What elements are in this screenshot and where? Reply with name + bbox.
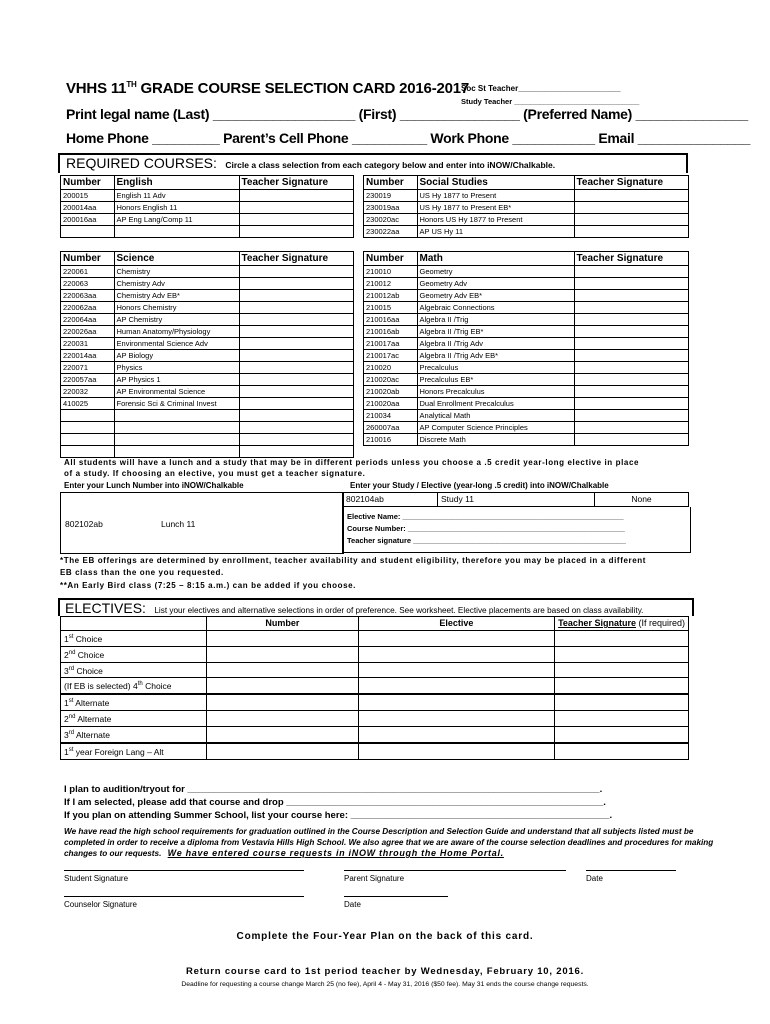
table-row[interactable] <box>61 266 354 278</box>
course-name[interactable]: Human Anatomy/Physiology <box>114 326 239 338</box>
table-row[interactable] <box>364 350 689 362</box>
course-number[interactable]: 210012 <box>364 278 418 290</box>
column-header: Number <box>61 252 115 266</box>
elective-signature-cell[interactable] <box>555 743 689 759</box>
table-cell: Study 11 <box>438 493 595 507</box>
teacher-signature-cell[interactable] <box>239 362 353 374</box>
elective-label: 1st Alternate <box>61 694 207 710</box>
phones-line[interactable]: Home Phone _________ Parent’s Cell Phone __________ Work Phone ___________ Email _______________ <box>66 130 751 146</box>
course-number[interactable]: 210034 <box>364 410 418 422</box>
elective-number-cell[interactable] <box>207 743 359 759</box>
student-signature-label: Student Signature <box>64 874 129 883</box>
table-row[interactable] <box>364 290 689 302</box>
electives-heading: ELECTIVES: <box>65 600 146 616</box>
elective-name-cell[interactable] <box>358 662 554 678</box>
lunch-study-note-1: All students will have a lunch and a study that may be in different periods unless you choose a .5 credit year-long elective in place <box>64 458 640 467</box>
required-courses-header <box>58 153 688 173</box>
elective-name-cell[interactable] <box>358 678 554 694</box>
table-row[interactable] <box>61 374 354 386</box>
elective-row[interactable] <box>61 711 689 727</box>
course-name[interactable]: Chemistry Adv <box>114 278 239 290</box>
course-name[interactable]: Analytical Math <box>417 410 574 422</box>
required-instruction: Circle a class selection from each category below and enter into iNOW/Chalkable. <box>225 160 556 170</box>
course-name[interactable]: Algebraic Connections <box>417 302 574 314</box>
course-name[interactable]: Geometry Adv EB* <box>417 290 574 302</box>
table-cell: US Hy 1877 to Present <box>417 190 574 202</box>
course-name[interactable]: AP Biology <box>114 350 239 362</box>
study-table <box>342 492 689 507</box>
table-cell[interactable] <box>574 226 688 238</box>
course-number-field[interactable]: Course Number: ____________________________________________________ <box>347 524 625 533</box>
teacher-signature-cell[interactable] <box>239 410 353 422</box>
teacher-signature-cell[interactable] <box>239 338 353 350</box>
table-row <box>61 202 354 214</box>
course-name[interactable]: Precalculus <box>417 362 574 374</box>
table-row <box>61 190 354 202</box>
course-number[interactable]: 210020 <box>364 362 418 374</box>
table-cell: 230020ac <box>364 214 418 226</box>
table-row[interactable] <box>364 398 689 410</box>
agreement-statement: We have read the high school requirements for graduation outlined in the Course Description and Selection Guide and understand that all subjects listed must be completed in order to receive a diploma from Vestavia Hills High School. We also agree that we are aware of the course selection deadlines and procedures for making changes to our requests. We have entered course requests in iNOW through the Home Portal. <box>64 827 714 858</box>
english-table <box>60 175 354 238</box>
course-number[interactable]: 210016ab <box>364 326 418 338</box>
selected-line[interactable]: If I am selected, please add that course and drop ____________________________________________________________. <box>64 797 606 808</box>
teacher-signature-cell[interactable] <box>574 386 688 398</box>
inow-note: We have entered course requests in iNOW through the Home Portal. <box>167 848 504 858</box>
course-name[interactable]: Chemistry Adv EB* <box>114 290 239 302</box>
counselor-signature-label: Counselor Signature <box>64 900 137 909</box>
course-number[interactable] <box>61 410 115 422</box>
table-row[interactable] <box>61 362 354 374</box>
form-title: VHHS 11TH GRADE COURSE SELECTION CARD 2016-2017 <box>66 80 470 97</box>
course-name[interactable]: AP Chemistry <box>114 314 239 326</box>
table-cell[interactable] <box>239 226 353 238</box>
table-cell[interactable] <box>574 202 688 214</box>
column-header: Number <box>364 252 418 266</box>
column-header: Teacher Signature <box>574 252 688 266</box>
teacher-signature-cell[interactable] <box>239 422 353 434</box>
course-name[interactable]: Chemistry <box>114 266 239 278</box>
table-cell: None <box>595 493 689 507</box>
table-row[interactable] <box>61 398 354 410</box>
table-cell: 200016aa <box>61 214 115 226</box>
teacher-signature-cell[interactable] <box>574 266 688 278</box>
course-name[interactable]: Environmental Science Adv <box>114 338 239 350</box>
table-row <box>61 226 354 238</box>
table-cell: Honors English 11 <box>114 202 239 214</box>
course-number[interactable]: 220031 <box>61 338 115 350</box>
elective-signature-cell[interactable] <box>555 646 689 662</box>
elective-number-cell[interactable] <box>207 711 359 727</box>
elective-signature-cell[interactable] <box>555 694 689 710</box>
audition-line[interactable]: I plan to audition/tryout for ______________________________________________________________________________. <box>64 784 603 795</box>
teacher-signature-cell[interactable] <box>574 398 688 410</box>
teacher-signature-cell[interactable] <box>239 266 353 278</box>
course-name[interactable]: Geometry <box>417 266 574 278</box>
table-cell: Honors US Hy 1877 to Present <box>417 214 574 226</box>
table-row[interactable] <box>364 362 689 374</box>
table-row[interactable] <box>364 302 689 314</box>
course-name[interactable]: Algebra II /Trig Adv EB* <box>417 350 574 362</box>
course-number[interactable]: 210017aa <box>364 338 418 350</box>
summer-school-line[interactable]: If you plan on attending Summer School, list your course here: _________________________________________________. <box>64 810 613 821</box>
elective-row[interactable] <box>61 743 689 759</box>
course-number[interactable]: 220064aa <box>61 314 115 326</box>
course-number[interactable]: 220063aa <box>61 290 115 302</box>
teacher-signature-cell[interactable] <box>574 314 688 326</box>
elective-row[interactable] <box>61 726 689 742</box>
column-header: Number <box>61 176 115 190</box>
course-name[interactable]: Geometry Adv <box>417 278 574 290</box>
table-cell: 200015 <box>61 190 115 202</box>
course-number[interactable]: 410025 <box>61 398 115 410</box>
teacher-signature-cell[interactable] <box>574 350 688 362</box>
elective-name-cell[interactable] <box>358 646 554 662</box>
parent-signature-label: Parent Signature <box>344 874 405 883</box>
column-header: English <box>114 176 239 190</box>
teacher-signature-cell[interactable] <box>574 338 688 350</box>
teacher-signature-cell[interactable] <box>574 290 688 302</box>
four-year-plan-note: Complete the Four-Year Plan on the back of this card. <box>236 931 534 942</box>
table-row[interactable] <box>364 422 689 434</box>
math-table <box>363 251 689 446</box>
table-cell: 230019 <box>364 190 418 202</box>
lunch-number: 802102ab <box>65 519 103 529</box>
course-name[interactable] <box>114 446 239 458</box>
elective-label: 2nd Choice <box>61 646 207 662</box>
table-row[interactable] <box>61 338 354 350</box>
table-row <box>343 493 689 507</box>
lunch-name: Lunch 11 <box>161 519 196 529</box>
course-number[interactable]: 220071 <box>61 362 115 374</box>
table-row[interactable] <box>61 302 354 314</box>
column-header: Teacher Signature <box>239 176 353 190</box>
teacher-signature-cell[interactable] <box>239 386 353 398</box>
elective-label: (If EB is selected) 4th Choice <box>61 678 207 694</box>
teacher-signature-cell[interactable] <box>574 278 688 290</box>
course-name[interactable]: Forensic Sci & Criminal Invest <box>114 398 239 410</box>
column-header: Social Studies <box>417 176 574 190</box>
table-row[interactable] <box>364 434 689 446</box>
course-number[interactable]: 210015 <box>364 302 418 314</box>
electives-header <box>58 598 694 616</box>
table-row[interactable] <box>364 278 689 290</box>
teacher-signature-cell[interactable] <box>239 290 353 302</box>
course-name[interactable]: Algebra II /Trig <box>417 314 574 326</box>
table-row[interactable] <box>61 422 354 434</box>
table-cell: 802104ab <box>343 493 438 507</box>
course-name[interactable]: Honors Precalculus <box>417 386 574 398</box>
course-name[interactable]: Discrete Math <box>417 434 574 446</box>
table-row[interactable] <box>61 350 354 362</box>
column-header: Number <box>364 176 418 190</box>
elective-signature-cell[interactable] <box>555 678 689 694</box>
course-number[interactable]: 220014aa <box>61 350 115 362</box>
table-cell: English 11 Adv <box>114 190 239 202</box>
counselor-signature-line[interactable] <box>64 896 304 897</box>
table-cell[interactable] <box>239 190 353 202</box>
course-number[interactable]: 220063 <box>61 278 115 290</box>
course-number[interactable]: 260007aa <box>364 422 418 434</box>
science-table <box>60 251 354 458</box>
table-row[interactable] <box>61 326 354 338</box>
table-row[interactable] <box>364 266 689 278</box>
teacher-signature-cell[interactable] <box>239 314 353 326</box>
course-name[interactable]: Dual Enrollment Precalculus <box>417 398 574 410</box>
elective-entry-box <box>342 507 691 553</box>
eb-note-1: *The EB offerings are determined by enrollment, teacher availability and student eligibility, therefore you may be placed in a different <box>60 556 647 565</box>
course-number[interactable] <box>61 446 115 458</box>
elective-name-cell[interactable] <box>358 631 554 647</box>
teacher-signature-cell[interactable] <box>239 350 353 362</box>
table-row[interactable] <box>364 326 689 338</box>
table-cell: AP US Hy 11 <box>417 226 574 238</box>
course-number[interactable] <box>61 422 115 434</box>
elective-number-cell[interactable] <box>207 662 359 678</box>
date-line-2[interactable] <box>344 896 448 897</box>
teacher-signature-cell[interactable] <box>574 434 688 446</box>
table-cell: US Hy 1877 to Present EB* <box>417 202 574 214</box>
teacher-signature-cell[interactable] <box>239 374 353 386</box>
column-header: Number <box>207 617 359 631</box>
electives-instruction: List your electives and alternative selections in order of preference. See worksheet. Elective placements are based on class availability. <box>154 606 644 615</box>
table-row <box>364 190 689 202</box>
elective-signature-cell[interactable] <box>555 726 689 742</box>
table-cell[interactable] <box>574 214 688 226</box>
electives-table <box>60 616 689 760</box>
study-teacher-field[interactable]: Study Teacher ______________________________ <box>461 97 640 106</box>
table-row <box>364 202 689 214</box>
table-row[interactable] <box>61 290 354 302</box>
deadline-note: Deadline for requesting a course change March 25 (no fee), April 4 - May 31, 2016 ($50 fee). May 31 ends the course change requests. <box>181 981 589 988</box>
course-number[interactable]: 210017ac <box>364 350 418 362</box>
course-name[interactable]: Physics <box>114 362 239 374</box>
teacher-signature-cell[interactable] <box>574 374 688 386</box>
table-cell[interactable] <box>574 190 688 202</box>
course-number[interactable]: 210020ab <box>364 386 418 398</box>
elective-row[interactable] <box>61 662 689 678</box>
elective-signature-cell[interactable] <box>555 711 689 727</box>
column-header <box>61 617 207 631</box>
teacher-signature-cell[interactable] <box>239 278 353 290</box>
course-number[interactable]: 210020aa <box>364 398 418 410</box>
table-cell[interactable] <box>61 226 115 238</box>
table-row[interactable] <box>364 314 689 326</box>
elective-label: 2nd Alternate <box>61 711 207 727</box>
course-number[interactable]: 210020ac <box>364 374 418 386</box>
table-row[interactable] <box>61 410 354 422</box>
table-cell[interactable] <box>114 226 239 238</box>
course-number[interactable]: 210016 <box>364 434 418 446</box>
course-name[interactable]: AP Computer Science Principles <box>417 422 574 434</box>
course-number[interactable]: 210012ab <box>364 290 418 302</box>
course-number[interactable]: 210016aa <box>364 314 418 326</box>
course-name[interactable] <box>114 434 239 446</box>
table-row[interactable] <box>61 278 354 290</box>
elective-signature-cell[interactable] <box>555 662 689 678</box>
print-name-line[interactable]: Print legal name (Last) ___________________ (First) ________________ (Preferred Name) _______________ <box>66 106 748 122</box>
table-row <box>61 214 354 226</box>
table-row[interactable] <box>61 314 354 326</box>
table-row <box>364 226 689 238</box>
course-name[interactable]: Algebra II /Trig Adv <box>417 338 574 350</box>
teacher-signature-cell[interactable] <box>574 326 688 338</box>
column-header: Science <box>114 252 239 266</box>
elective-label: 1st Choice <box>61 631 207 647</box>
teacher-signature-cell[interactable] <box>574 362 688 374</box>
teacher-signature-field[interactable]: Teacher signature ___________________________________________________ <box>347 536 626 545</box>
teacher-signature-cell[interactable] <box>574 302 688 314</box>
elective-row[interactable] <box>61 646 689 662</box>
table-row[interactable] <box>61 434 354 446</box>
elective-name-cell[interactable] <box>358 726 554 742</box>
return-card-note: Return course card to 1st period teacher by Wednesday, February 10, 2016. <box>185 966 585 977</box>
elective-label: 3rd Alternate <box>61 726 207 742</box>
elective-label: 3rd Choice <box>61 662 207 678</box>
elective-label: 1st year Foreign Lang – Alt <box>61 743 207 759</box>
course-number[interactable]: 220026aa <box>61 326 115 338</box>
elective-row[interactable] <box>61 694 689 710</box>
table-row[interactable] <box>364 386 689 398</box>
social-studies-table <box>363 175 689 238</box>
course-name[interactable]: AP Physics 1 <box>114 374 239 386</box>
course-number[interactable]: 220057aa <box>61 374 115 386</box>
elective-name-cell[interactable] <box>358 694 554 710</box>
teacher-signature-cell[interactable] <box>574 422 688 434</box>
elective-signature-cell[interactable] <box>555 631 689 647</box>
elective-number-cell[interactable] <box>207 694 359 710</box>
elective-number-cell[interactable] <box>207 631 359 647</box>
table-cell: AP Eng Lang/Comp 11 <box>114 214 239 226</box>
course-name[interactable]: Honors Chemistry <box>114 302 239 314</box>
parent-signature-line[interactable] <box>344 870 566 871</box>
eb-note-2: EB class than the one you requested. <box>60 568 224 577</box>
elective-row[interactable] <box>61 631 689 647</box>
course-number[interactable] <box>61 434 115 446</box>
early-bird-note: **An Early Bird class (7:25 – 8:15 a.m.) can be added if you choose. <box>60 581 357 590</box>
student-signature-line[interactable] <box>64 870 304 871</box>
table-cell: 230022aa <box>364 226 418 238</box>
table-row[interactable] <box>61 446 354 458</box>
course-number[interactable]: 220062aa <box>61 302 115 314</box>
table-cell: 230019aa <box>364 202 418 214</box>
course-name[interactable]: Precalculus EB* <box>417 374 574 386</box>
table-row[interactable] <box>61 386 354 398</box>
course-number[interactable]: 220061 <box>61 266 115 278</box>
study-label: Enter your Study / Elective (year-long .5 credit) into iNOW/Chalkable <box>350 481 609 490</box>
column-header: Math <box>417 252 574 266</box>
course-name[interactable] <box>114 410 239 422</box>
course-name[interactable]: Algebra II /Trig EB* <box>417 326 574 338</box>
table-cell: 200014aa <box>61 202 115 214</box>
elective-row[interactable] <box>61 678 689 694</box>
soc-st-teacher-field[interactable]: Soc St Teacher_______________________ <box>461 84 621 93</box>
date-line-1[interactable] <box>586 870 676 871</box>
elective-number-cell[interactable] <box>207 678 359 694</box>
lunch-study-note-2: of a study. If choosing an elective, you must get a teacher signature. <box>64 469 366 478</box>
course-name[interactable]: AP Environmental Science <box>114 386 239 398</box>
teacher-signature-cell[interactable] <box>239 446 353 458</box>
table-row[interactable] <box>364 410 689 422</box>
teacher-signature-cell[interactable] <box>239 434 353 446</box>
date-label-1: Date <box>586 874 603 883</box>
course-name[interactable] <box>114 422 239 434</box>
elective-name-field[interactable]: Elective Name: _____________________________________________________ <box>347 512 624 521</box>
teacher-signature-cell[interactable] <box>239 398 353 410</box>
lunch-label: Enter your Lunch Number into iNOW/Chalkable <box>64 481 244 490</box>
course-number[interactable]: 210010 <box>364 266 418 278</box>
table-row[interactable] <box>364 338 689 350</box>
date-label-2: Date <box>344 900 361 909</box>
teacher-signature-cell[interactable] <box>574 410 688 422</box>
column-header: Teacher Signature <box>239 252 353 266</box>
lunch-box <box>60 492 344 554</box>
course-number[interactable]: 220032 <box>61 386 115 398</box>
teacher-signature-cell[interactable] <box>239 302 353 314</box>
elective-name-cell[interactable] <box>358 743 554 759</box>
elective-number-cell[interactable] <box>207 726 359 742</box>
column-header: Elective <box>358 617 554 631</box>
table-cell[interactable] <box>239 202 353 214</box>
required-heading: REQUIRED COURSES: <box>66 155 217 171</box>
table-row <box>364 214 689 226</box>
elective-name-cell[interactable] <box>358 711 554 727</box>
table-row[interactable] <box>364 374 689 386</box>
table-cell[interactable] <box>239 214 353 226</box>
teacher-signature-cell[interactable] <box>239 326 353 338</box>
column-header: Teacher Signature <box>574 176 688 190</box>
elective-number-cell[interactable] <box>207 646 359 662</box>
column-header: Teacher Signature (If required) <box>555 617 689 631</box>
